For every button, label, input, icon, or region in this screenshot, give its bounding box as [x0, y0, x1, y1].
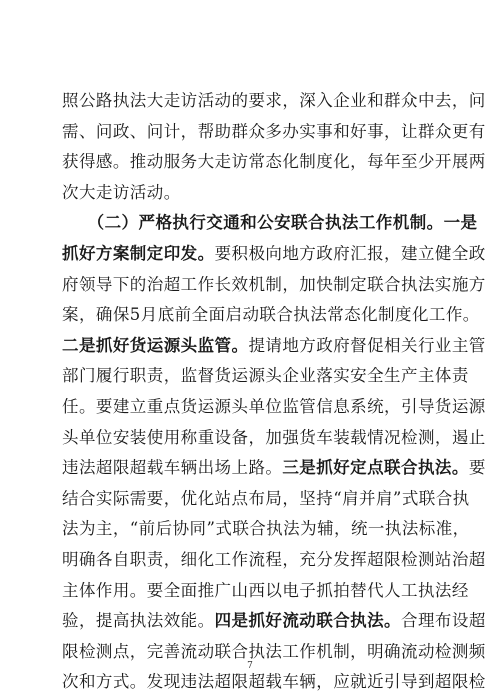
text-segment: 头单位安装使用称重设备，加强货车装载情况检测，遏止: [62, 427, 486, 447]
text-line: [62, 576, 469, 607]
text-segment: 主体作用。要全面推广山西以电子抓拍替代人工执法经: [62, 580, 469, 600]
text-line: [62, 423, 486, 454]
body-text: [62, 86, 486, 698]
text-line: [62, 300, 480, 331]
text-line: [62, 606, 486, 637]
text-line: [62, 117, 486, 148]
bold-text-segment: 抓好方案制定印发。: [62, 243, 215, 263]
text-segment: 照公路执法大走访活动的要求，深入企业和群众中去，问: [62, 91, 486, 110]
text-line: [62, 667, 486, 698]
text-segment: 法为主，“前后协同”式联合执法为辅，统一执法标准，: [62, 519, 470, 539]
text-line: [62, 147, 486, 178]
text-segment: 合理布设超: [401, 611, 486, 631]
bold-text-segment: 二是抓好货运源头监管。: [62, 335, 249, 355]
text-segment: 次和方式。发现违法超限超载车辆，应就近引导到超限检: [62, 672, 486, 692]
text-segment: 提请地方政府督促相关行业主管: [248, 335, 486, 355]
text-segment: 结合实际需要，优化站点布局，坚持“肩并肩”式联合执: [62, 488, 470, 508]
text-segment: 需、问政、问计，帮助群众多办实事和好事，让群众更有: [62, 121, 486, 141]
text-line: [62, 484, 470, 515]
text-line: [62, 361, 469, 392]
bold-text-segment: 四是抓好流动联合执法。: [214, 611, 402, 631]
bold-text-segment: 三是抓好定点联合执法。: [282, 458, 469, 478]
text-line: [62, 178, 448, 209]
text-line: [62, 86, 486, 117]
text-line: [62, 545, 486, 576]
text-segment: 获得感。推动服务大走访常态化制度化，每年至少开展两: [62, 152, 486, 172]
text-line: [62, 514, 470, 545]
text-line: [62, 239, 486, 270]
text-segment: 案，确保5月底前全面启动联合执法常态化制度化工作。: [62, 305, 480, 325]
text-segment: 违法超限超载车辆出场上路。: [62, 458, 283, 478]
text-line: [62, 208, 478, 239]
text-line: [62, 270, 486, 301]
text-segment: 部门履行职责，监督货运源头企业落实安全生产主体责: [62, 366, 469, 386]
text-segment: 府领导下的治超工作长效机制，加快制定联合执法实施方: [62, 274, 486, 294]
text-segment: 要: [468, 458, 486, 478]
text-segment: 任。要建立重点货运源头单位监管信息系统，引导货运源: [62, 396, 486, 416]
text-segment: 验，提高执法效能。: [62, 611, 215, 631]
page-number: 7: [247, 661, 253, 671]
bold-text-segment: （二）严格执行交通和公安联合执法工作机制。一是: [62, 213, 478, 233]
text-segment: 明确各自职责，细化工作流程，充分发挥超限检测站治超: [62, 549, 486, 569]
text-segment: 次大走访活动。: [62, 182, 181, 202]
text-segment: 限检测点，完善流动联合执法工作机制，明确流动检测频: [62, 641, 486, 661]
text-line: [62, 392, 486, 423]
text-line: [62, 331, 486, 362]
text-line: [62, 453, 486, 484]
text-segment: 要积极向地方政府汇报，建立健全政: [214, 243, 486, 263]
